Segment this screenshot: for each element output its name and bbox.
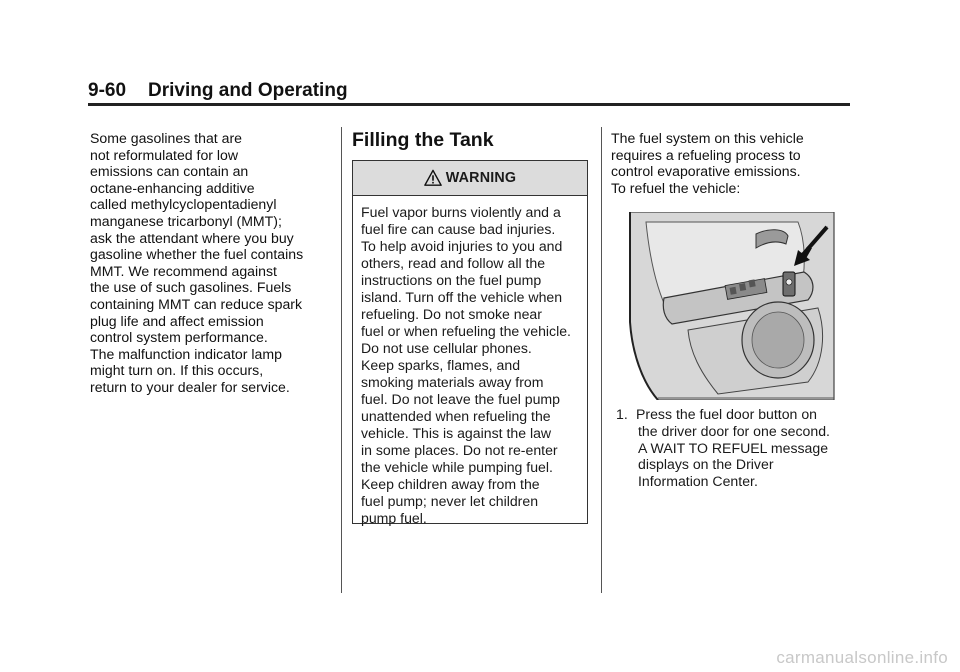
warning-line: To help avoid injuries to you and	[361, 238, 563, 254]
warning-line: refueling. Do not smoke near	[361, 306, 542, 322]
column-divider-1	[341, 127, 342, 593]
warning-text	[353, 196, 587, 527]
text-line: The fuel system on this vehicle	[611, 130, 804, 146]
column-2	[352, 128, 592, 160]
text-line: Some gasolines that are	[90, 130, 242, 146]
warning-header	[353, 161, 587, 196]
text-line: control system performance.	[90, 329, 268, 346]
text-line: To refuel the vehicle:	[611, 179, 741, 196]
warning-line: fuel fire can cause bad injuries.	[361, 221, 556, 237]
text-line: gasoline whether the fuel contains	[90, 246, 304, 263]
warning-line: smoking materials away from	[361, 374, 544, 390]
text-line: return to your dealer for service.	[90, 378, 290, 395]
warning-line: fuel. Do not leave the fuel pump	[361, 391, 561, 407]
step-line: Press the fuel door button on	[636, 406, 817, 422]
step-number: 1.	[616, 406, 628, 422]
header-rule	[88, 103, 850, 106]
text-line: the use of such gasolines. Fuels	[90, 279, 292, 296]
door-drawing	[628, 212, 836, 400]
warning-line: fuel pump; never let children	[361, 493, 539, 509]
page-header	[88, 80, 348, 102]
column-3-intro	[611, 130, 851, 196]
warning-line: vehicle. This is against the law	[361, 425, 552, 441]
text-line: called methylcyclopentadienyl	[90, 196, 277, 213]
text-line: requires a refueling process to	[611, 146, 801, 163]
warning-line: Do not use cellular phones.	[361, 340, 532, 356]
warning-line: instructions on the fuel pump	[361, 272, 542, 288]
driver-door-illustration	[628, 212, 836, 400]
warning-box	[352, 160, 588, 524]
text-line: ask the attendant where you buy	[90, 229, 294, 246]
warning-line: Fuel vapor burns violently and a	[361, 204, 561, 220]
step-line: displays on the Driver	[638, 456, 774, 473]
text-line: control evaporative emissions.	[611, 163, 801, 180]
text-line: emissions can contain an	[90, 163, 249, 180]
text-line: The malfunction indicator lamp	[90, 345, 282, 362]
text-line: might turn on. If this occurs,	[90, 362, 264, 379]
warning-line: Keep sparks, flames, and	[361, 357, 521, 373]
warning-line: fuel or when refueling the vehicle.	[361, 323, 571, 339]
step-line: the driver door for one second.	[638, 422, 830, 439]
step-text	[620, 406, 860, 490]
step-line: Information Center.	[638, 473, 758, 490]
filling-the-tank-heading: Filling the Tank	[352, 129, 494, 151]
column-divider-2	[601, 127, 602, 593]
text-line: manganese tricarbonyl (MMT);	[90, 212, 282, 229]
text-line: containing MMT can reduce spark	[90, 295, 303, 312]
text-line: MMT. We recommend against	[90, 262, 277, 279]
warning-line: pump fuel.	[361, 510, 427, 526]
warning-line: others, read and follow all the	[361, 255, 546, 271]
warning-line: Keep children away from the	[361, 476, 540, 492]
step-line: A WAIT TO REFUEL message	[638, 439, 829, 456]
warning-line: the vehicle while pumping fuel.	[361, 459, 553, 475]
warning-line: island. Turn off the vehicle when	[361, 289, 563, 305]
column-1-text	[90, 130, 330, 396]
section-title: Driving and Operating	[148, 80, 348, 101]
text-line: not reformulated for low	[90, 146, 239, 163]
warning-triangle-icon	[424, 169, 442, 187]
step-1	[616, 406, 860, 490]
watermark: carmanualsonline.info	[776, 648, 948, 667]
text-line: octane-enhancing additive	[90, 179, 255, 196]
warning-line: unattended when refueling the	[361, 408, 551, 424]
warning-line: in some places. Do not re-enter	[361, 442, 558, 458]
text-line: plug life and affect emission	[90, 312, 264, 329]
page-number: 9-60	[88, 80, 127, 101]
warning-label: WARNING	[445, 170, 517, 186]
